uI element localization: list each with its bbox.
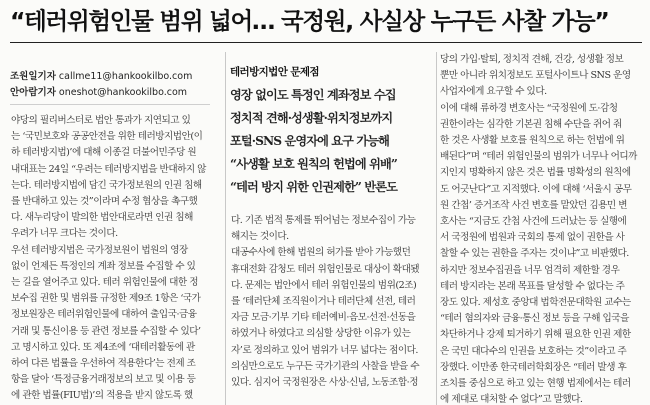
- article-column-2: [231, 213, 431, 405]
- body-line: 휴대전화 감청도 테러 위험인물로 대상이 확대됐: [231, 263, 420, 275]
- article-column-3: [440, 52, 648, 405]
- body-line: 사업자에게 요구할 수 있다.: [440, 86, 547, 98]
- body-line: 차단하거나 강제 퇴거하기 위해 필요한 인권 제한: [440, 329, 631, 341]
- headline-rule: [10, 42, 642, 43]
- byline-email[interactable]: callme11@hankookilbo.com: [58, 71, 193, 82]
- subhead: 테러방지법안 문제점: [230, 66, 319, 78]
- body-line: 야당의 필리버스터로 법안 통과가 지연되고 있: [11, 115, 191, 126]
- body-line: “테러 혐의자와 금융·통신 정보 등을 구해 입국을: [440, 313, 629, 325]
- body-line: 에 제대로 대처할 수 없다”고 말했다.: [440, 394, 583, 405]
- body-line: 하 테러방지법)’에 대해 이종걸 더불어민주당 원: [11, 147, 197, 159]
- body-line: 다. 문제는 법안에서 테러 위험인물의 범위(2조): [231, 279, 417, 291]
- body-line: 자’로 정의하고 있어 범위가 너무 넓다는 점이다.: [231, 344, 418, 356]
- body-line: 해지는 것이다.: [231, 231, 289, 243]
- body-line: 는다. 테러방지법에 담긴 국가정보원의 인권 침해: [11, 179, 202, 191]
- body-line: 은 국민 대다수의 인권을 보호하는 것”이라고 주: [440, 345, 627, 357]
- body-line: 테러 방지라는 본래 목표를 달성할 수 없다는 주: [440, 280, 625, 292]
- deck-line: 포털·SNS 운영자에 요구 가능해: [230, 134, 390, 148]
- body-line: 이에 대해 류하경 변호사는 “국정원에 도·감청: [440, 102, 618, 114]
- body-line: 내대표는 24일 “우려는 테러방지법을 반대하지 않: [11, 163, 206, 175]
- body-line: 거래 및 통신이용 등 관련 정보를 수집할 수 있다’: [11, 325, 201, 337]
- byline-1: [10, 70, 210, 83]
- body-line: 뿐만 아니라 위치정보도 포털사이트나 SNS 운영: [440, 70, 631, 82]
- body-line: 장도 있다. 제성호 중앙대 법학전문대학원 교수는: [440, 297, 631, 309]
- deck-line: “사생활 보호 원칙의 헌법에 위배”: [230, 157, 397, 171]
- body-line: 에 관한 법률(FIU법)’의 적용을 받지 않도록 했: [11, 390, 193, 402]
- column-divider: [225, 52, 226, 405]
- body-line: 권한이라는 심각한 기본권 침해 수단을 쥐어 줘: [440, 118, 622, 130]
- body-line: 다. 기존 법적 통제를 뛰어넘는 정보수집이 가능: [231, 215, 416, 226]
- body-line: 호사는 “지금도 간첩 사건에 드러났는 등 실행에: [440, 216, 627, 228]
- deck-line: “테러 방지 위한 인권제한” 반론도: [230, 180, 397, 194]
- byline-name: 안아람기자: [10, 87, 56, 98]
- body-line: 한 것은 사생활 보호를 원칙으로 하는 헌법에 위: [440, 135, 625, 147]
- byline-divider: [10, 104, 210, 105]
- byline-name: 조원일기자: [10, 71, 56, 82]
- body-line: 정보원장은 테러위험인물에 대하여 출입국·금융: [11, 309, 197, 321]
- body-line: 자금 모금·기부 기타 테러예비·음모·선전·선동을: [231, 312, 416, 324]
- body-line: 지인지 명확하지 않은 것은 법률 명확성의 원칙에: [440, 167, 631, 179]
- headline: “테러위험인물 범위 넓어… 국정원, 사실상 누구든 사찰 가능”: [10, 7, 609, 35]
- body-line: 배된다”며 “테러 위험인물의 범위가 너무나 어디까: [440, 151, 637, 163]
- body-line: 장했다. 이만종 한국테러학회장은 “테러 발생 후: [440, 361, 627, 373]
- body-line: 없이 언제든 특정인의 계좌 정보를 수집할 수 있: [11, 260, 196, 272]
- body-line: 도 어긋난다”고 지적했다. 이에 대해 ‘서울시 공무: [440, 183, 632, 195]
- byline-2: [10, 86, 210, 99]
- body-line: 보수집 권한 및 범위를 규정한 제9조 1항은 ‘국가: [11, 293, 201, 305]
- body-line: 는 길을 열어주고 있다. 테러 위험인물에 대한 정: [11, 277, 198, 289]
- body-line: 원 간첩’ 증거조작 사건 변호를 맡았던 김용민 변: [440, 199, 627, 211]
- article-column-1: [11, 113, 221, 405]
- body-line: 다. 새누리당이 발의한 법안대로라면 인권 침해: [11, 212, 193, 224]
- body-line: 당의 가입·탈퇴, 정치적 견해, 건강, 성생활 정보: [440, 54, 624, 65]
- body-line: 대공수사에 한해 법원의 허가를 받아 가능했던: [231, 247, 411, 259]
- column-divider: [436, 52, 437, 405]
- body-line: 는 ‘국민보호와 공공안전을 위한 테러방지법안(이: [11, 131, 203, 143]
- body-line: 를 ‘테러단체 조직원이거나 테러단체 선전, 테러: [231, 296, 416, 308]
- deck-line: 정치적 견해·성생활·위치정보까지: [230, 111, 393, 125]
- body-line: 서 국정원에 법원과 국회의 통제 없이 권한을 사: [440, 232, 625, 244]
- body-line: 고 명시하고 있다. 또 제4조에 ‘대테러활동에 관: [11, 341, 195, 353]
- body-line: 하였거나 하였다고 의심할 상당한 이유가 있는: [231, 328, 411, 340]
- deck-line: 영장 없이도 특정인 계좌정보 수집: [230, 88, 396, 102]
- summary-deck: [230, 84, 446, 199]
- body-line: 있다. 심지어 국정원장은 사상·신념, 노동조합·정: [231, 377, 418, 389]
- body-line: 하지만 정보수집권을 너무 엄격히 제한할 경우: [440, 264, 620, 276]
- body-line: 를 반대하고 있는 것”이라며 수정 협상을 촉구했: [11, 196, 198, 208]
- body-line: 우선 테러방지법은 국가정보원이 법원의 영장: [11, 244, 188, 256]
- byline-email[interactable]: oneshot@hankookilbo.com: [58, 87, 188, 98]
- body-line: 찰할 수 있는 권한을 주자는 것이냐”고 비판했다.: [440, 248, 629, 260]
- body-line: 하여 다른 법률을 우선하여 적용한다’는 전제 조: [11, 358, 196, 370]
- body-line: 우려가 너무 크다는 것이다.: [11, 228, 118, 240]
- body-line: 조치를 중심으로 하고 있는 현행 법제에서는 테러: [440, 378, 631, 390]
- body-line: 항을 달아 ‘특정금융거래정보의 보고 및 이용 등: [11, 374, 196, 386]
- body-line: 의심만으로도 누구든 국가기관의 사찰을 받을 수: [231, 360, 420, 372]
